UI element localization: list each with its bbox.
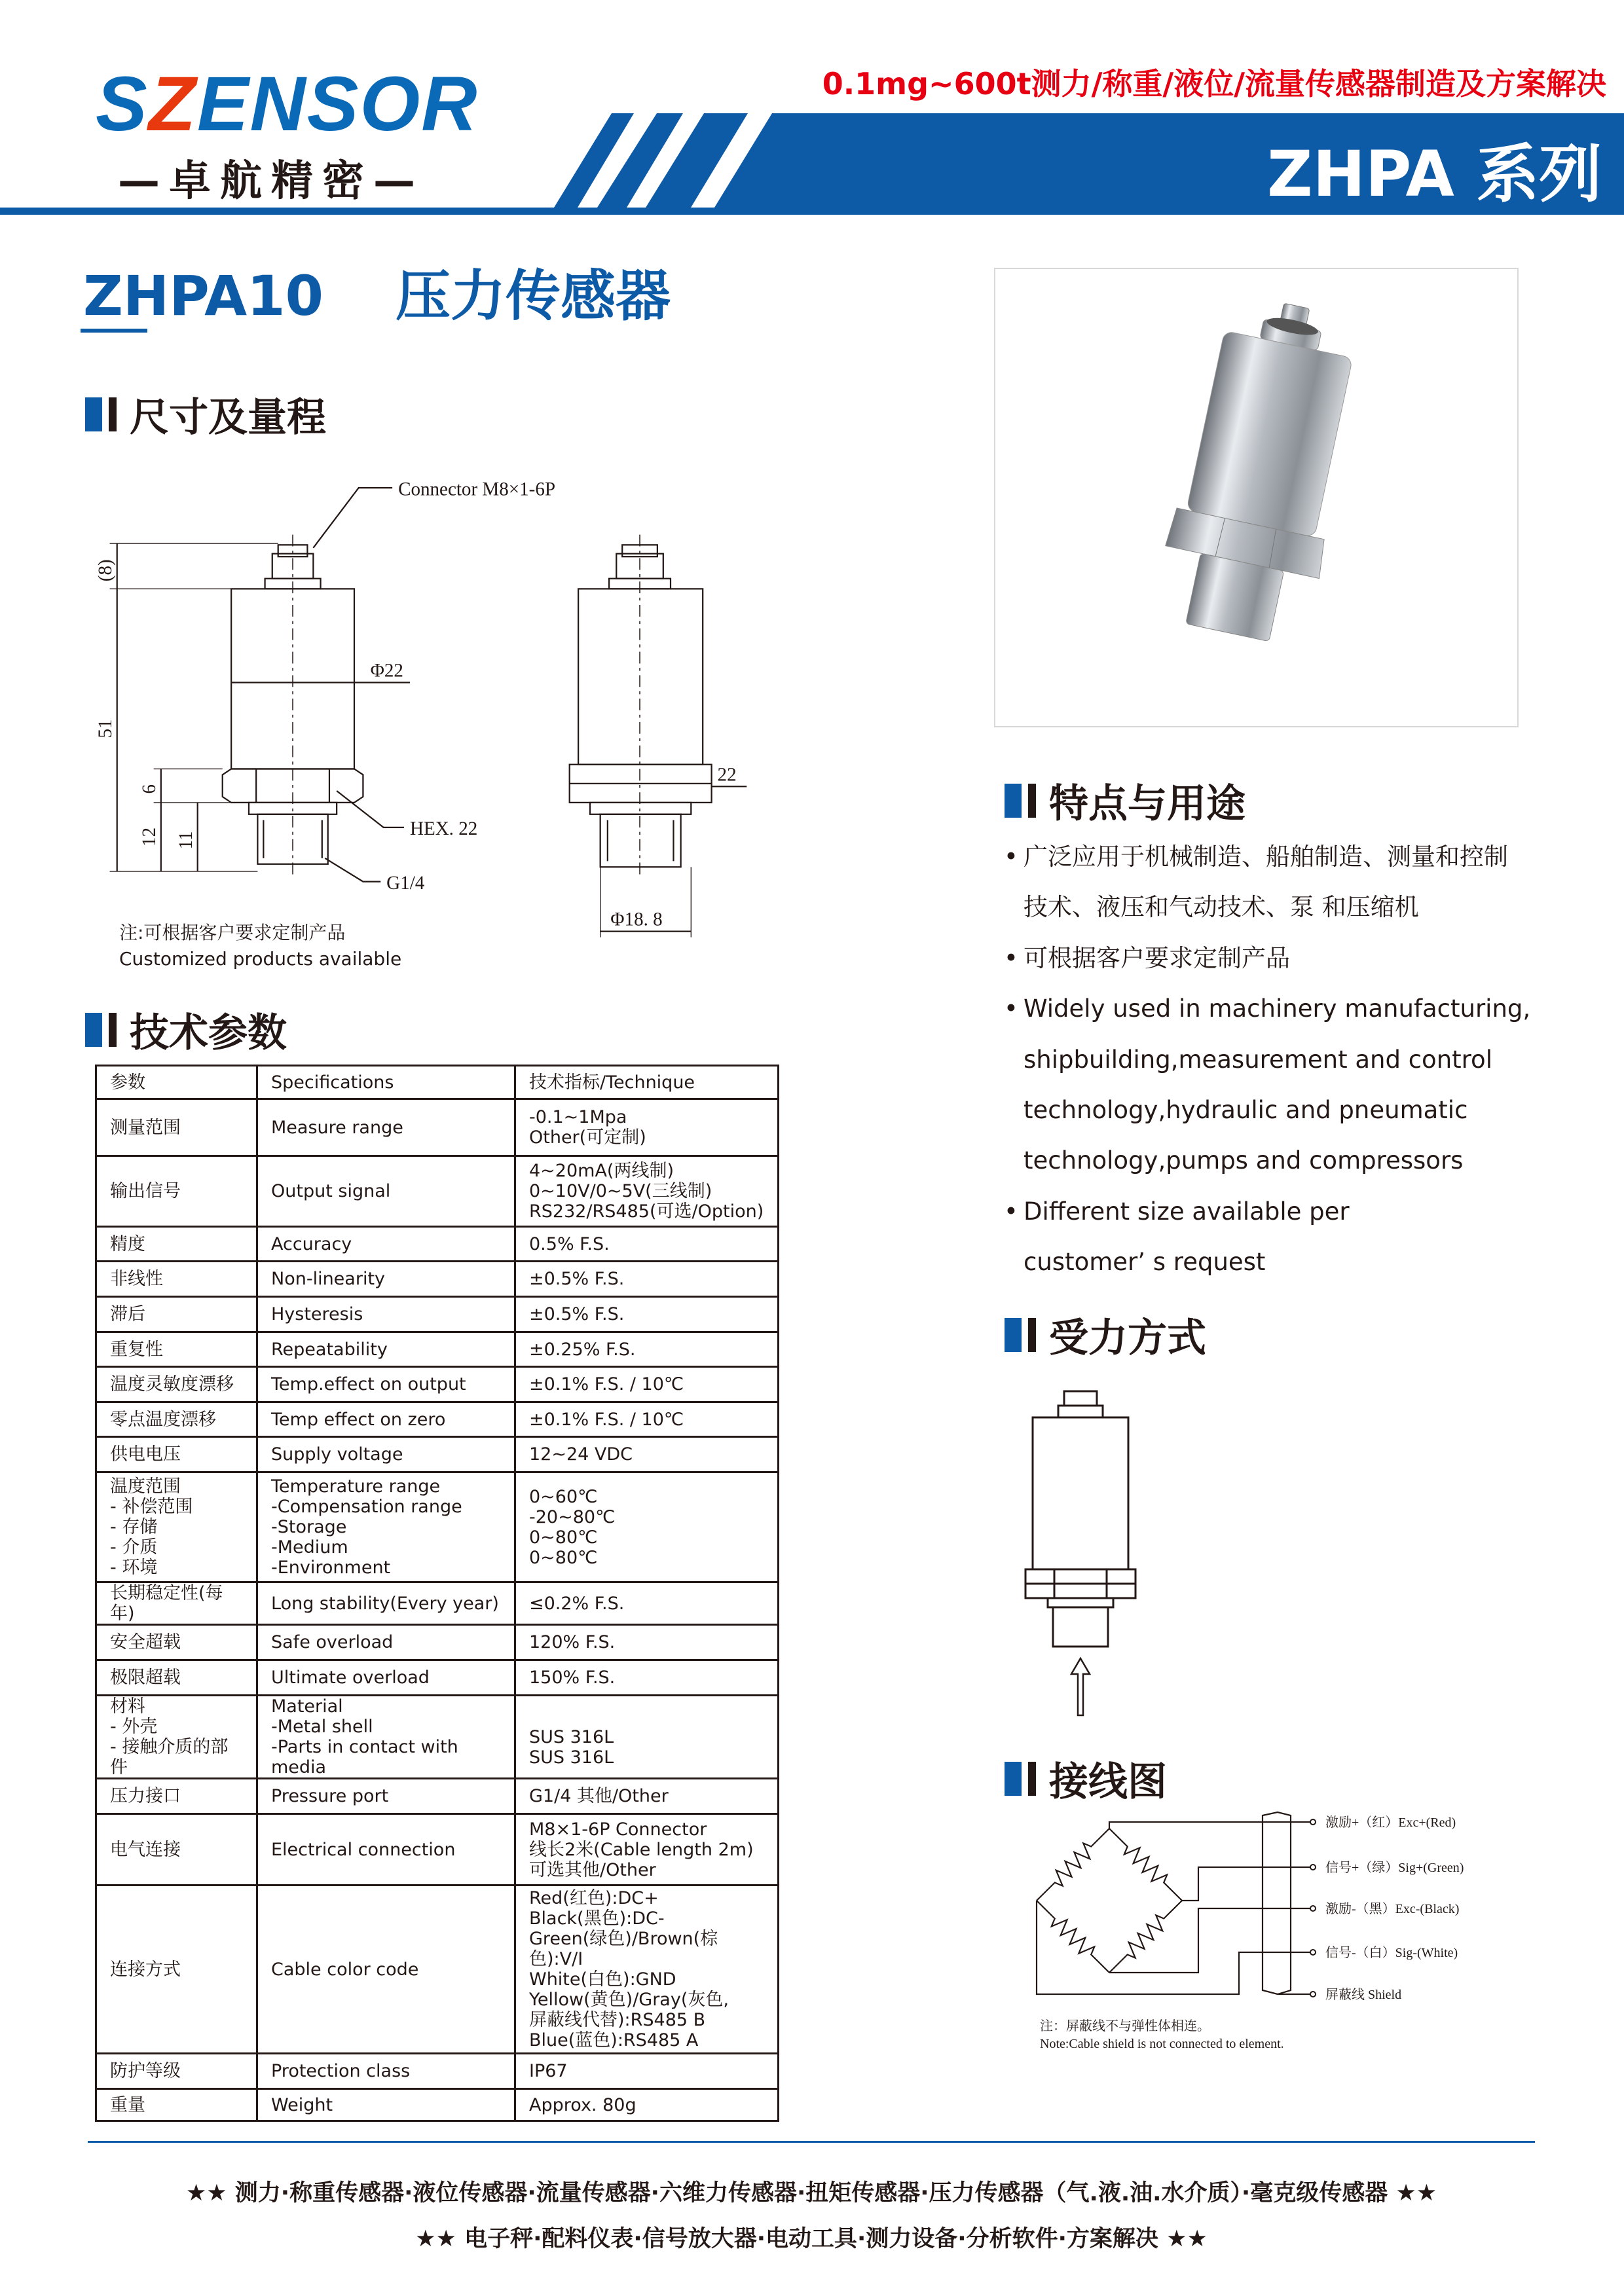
force-arrow-icon [1071, 1658, 1090, 1715]
cell-en: Supply voltage [257, 1437, 515, 1472]
dim-22: 22 [717, 764, 737, 786]
table-row [96, 1402, 779, 1437]
page-title [83, 252, 671, 331]
product-photo [994, 268, 1519, 727]
cell-en: Hysteresis [257, 1297, 515, 1332]
title-underline [81, 329, 147, 333]
cell-en: Specifications [257, 1066, 515, 1099]
note-en: Customized products available [119, 948, 402, 970]
cell-cn: 零点温度漂移 [96, 1402, 257, 1437]
cell-en: Safe overload [257, 1625, 515, 1660]
dimension-drawing [88, 469, 776, 952]
cell-val: 4~20mA(两线制) 0~10V/0~5V(三线制) RS232/RS485(可选/Option) [515, 1156, 779, 1227]
cell-val: ±0.5% F.S. [515, 1262, 779, 1297]
cell-en: Temperature range -Compensation range -Storage -Medium -Environment [257, 1472, 515, 1582]
cell-en: Non-linearity [257, 1262, 515, 1297]
force-direction-drawing [1022, 1378, 1153, 1725]
cell-en: Pressure port [257, 1779, 515, 1814]
table-row [96, 1332, 779, 1367]
section-force [1005, 1307, 1206, 1363]
cell-val: IP67 [515, 2054, 779, 2089]
cell-cn: 连接方式 [96, 1886, 257, 2054]
cell-en: Material -Metal shell -Parts in contact with media [257, 1696, 515, 1779]
table-row [96, 1262, 779, 1297]
connector-label: Connector M8×1-6P [398, 479, 556, 500]
model: ZHPA10 [83, 264, 323, 328]
cell-cn: 材料 - 外壳 - 接触介质的部件 [96, 1696, 257, 1779]
table-row [96, 1227, 779, 1262]
table-row [96, 1625, 779, 1660]
cell-val: 120% F.S. [515, 1625, 779, 1660]
cell-val: ≤0.2% F.S. [515, 1582, 779, 1625]
section-title: 特点与用途 [1049, 781, 1246, 827]
spec-table [95, 1065, 779, 2122]
footer-divider [88, 2141, 1535, 2143]
cell-val: ±0.25% F.S. [515, 1332, 779, 1367]
feature-item: • Different size available per customer’ s request [1005, 1186, 1568, 1288]
cell-cn: 输出信号 [96, 1156, 257, 1227]
resistor-icon [1037, 1901, 1109, 1973]
cell-cn: 非线性 [96, 1262, 257, 1297]
table-row [96, 1779, 779, 1814]
feature-list [1005, 831, 1568, 1288]
wire-label-exc-plus: 激励+（红）Exc+(Red) [1325, 1815, 1456, 1830]
cell-cn: 参数 [96, 1066, 257, 1099]
table-row [96, 1367, 779, 1402]
section-title: 接线图 [1049, 1759, 1167, 1805]
table-row [96, 1696, 779, 1779]
table-row [96, 1437, 779, 1472]
wiring-diagram [1022, 1794, 1506, 2056]
section-features [1005, 773, 1246, 829]
table-row [96, 1814, 779, 1886]
product-name: 压力传感器 [395, 264, 671, 328]
logo [96, 61, 479, 147]
diameter-18-8-label: Φ18. 8 [610, 909, 663, 930]
logo-text: SZENSOR [96, 61, 479, 147]
cell-cn: 电气连接 [96, 1814, 257, 1886]
table-row [96, 1156, 779, 1227]
table-row [96, 2089, 779, 2121]
cell-val: Red(红色):DC+ Black(黑色):DC- Green(绿色)/Brown(棕色):V/I White(白色):GND Yellow(黄色)/Gray(灰色, 屏蔽线代替):RS485 B Blue(蓝色):RS485 A [515, 1886, 779, 2054]
cell-val: ±0.5% F.S. [515, 1297, 779, 1332]
dim-8: (8) [94, 559, 116, 582]
feature-item: • Widely used in machinery manufacturing, shipbuilding,measurement and control technology,hydraulic and pneumatic technology,pumps and compressors [1005, 983, 1568, 1186]
cell-val: 150% F.S. [515, 1660, 779, 1696]
slogan: 0.1mg~600t测力/称重/液位/流量传感器制造及方案解决 [822, 66, 1606, 101]
logo-cn: —卓航精密— [118, 157, 424, 206]
wire-label-sig-minus: 信号-（白）Sig-(White) [1325, 1946, 1458, 1960]
cell-val: ±0.1% F.S. / 10℃ [515, 1367, 779, 1402]
cell-val: 0~60℃ -20~80℃ 0~80℃ 0~80℃ [515, 1472, 779, 1582]
diameter-22-label: Φ22 [370, 660, 403, 682]
cell-cn: 温度范围 - 补偿范围 - 存储 - 介质 - 环境 [96, 1472, 257, 1582]
section-title: 受力方式 [1049, 1315, 1206, 1361]
cell-val: -0.1~1Mpa Other(可定制) [515, 1099, 779, 1156]
customization-note [119, 920, 401, 972]
series-title: ZHPA 系列 [1267, 137, 1602, 211]
cell-cn: 压力接口 [96, 1779, 257, 1814]
cell-cn: 重复性 [96, 1332, 257, 1367]
cell-cn: 滞后 [96, 1297, 257, 1332]
cell-en: Weight [257, 2089, 515, 2121]
feature-item: • 可根据客户要求定制产品 [1005, 933, 1568, 983]
cell-val: Approx. 80g [515, 2089, 779, 2121]
cell-cn: 重量 [96, 2089, 257, 2121]
dim-11: 11 [175, 831, 196, 850]
table-header-row [96, 1066, 779, 1099]
cell-en: Cable color code [257, 1886, 515, 2054]
cell-en: Output signal [257, 1156, 515, 1227]
cell-cn: 精度 [96, 1227, 257, 1262]
section-title: 技术参数 [130, 1010, 287, 1056]
table-row [96, 1297, 779, 1332]
resistor-icon [1109, 1829, 1182, 1901]
resistor-icon [1109, 1901, 1182, 1973]
cell-val: 0.5% F.S. [515, 1227, 779, 1262]
thread-label: G1/4 [386, 872, 425, 894]
cell-val: 技术指标/Technique [515, 1066, 779, 1099]
table-row [96, 2054, 779, 2089]
wire-label-sig-plus: 信号+（绿）Sig+(Green) [1325, 1861, 1464, 1875]
table-row [96, 1582, 779, 1625]
cell-cn: 防护等级 [96, 2054, 257, 2089]
cell-en: Long stability(Every year) [257, 1582, 515, 1625]
section-specs [85, 1002, 287, 1058]
section-title: 尺寸及量程 [130, 395, 326, 441]
wiring-note-en: Note:Cable shield is not connected to element. [1040, 2037, 1284, 2051]
cell-en: Temp effect on zero [257, 1402, 515, 1437]
footer-line-2: ★★ 电子秤·配料仪表·信号放大器·电动工具·测力设备·分析软件·方案解决 ★★ [415, 2226, 1208, 2252]
note-cn: 注:可根据客户要求定制产品 [119, 922, 346, 943]
cell-cn: 温度灵敏度漂移 [96, 1367, 257, 1402]
hex-label: HEX. 22 [409, 818, 478, 840]
footer-line-1: ★★ 测力·称重传感器·液位传感器·流量传感器·六维力传感器·扭矩传感器·压力传感器（气.液.油.水介质）·毫克级传感器 ★★ [185, 2180, 1437, 2206]
cell-en: Repeatability [257, 1332, 515, 1367]
section-dimensions [85, 386, 326, 443]
cell-cn: 供电电压 [96, 1437, 257, 1472]
wiring-note-cn: 注：屏蔽线不与弹性体相连。 [1040, 2019, 1210, 2033]
cell-cn: 长期稳定性(每年) [96, 1582, 257, 1625]
cell-cn: 测量范围 [96, 1099, 257, 1156]
wire-label-exc-minus: 激励-（黑）Exc-(Black) [1325, 1902, 1460, 1916]
dim-51: 51 [94, 719, 116, 738]
cell-en: Temp.effect on output [257, 1367, 515, 1402]
cell-val: M8×1-6P Connector 线长2米(Cable length 2m) 可选其他/Other [515, 1814, 779, 1886]
cell-en: Electrical connection [257, 1814, 515, 1886]
table-row [96, 1099, 779, 1156]
cell-cn: 安全超载 [96, 1625, 257, 1660]
table-row [96, 1886, 779, 2054]
cell-en: Measure range [257, 1099, 515, 1156]
table-row [96, 1660, 779, 1696]
wire-label-shield: 屏蔽线 Shield [1325, 1988, 1402, 2002]
cell-en: Protection class [257, 2054, 515, 2089]
feature-item: • 广泛应用于机械制造、船舶制造、测量和控制 技术、液压和气动技术、泵 和压缩机 [1005, 831, 1568, 933]
cell-val: G1/4 其他/Other [515, 1779, 779, 1814]
dim-6: 6 [138, 784, 160, 794]
cell-cn: 极限超载 [96, 1660, 257, 1696]
resistor-icon [1037, 1829, 1109, 1901]
cell-val: 12~24 VDC [515, 1437, 779, 1472]
table-row [96, 1472, 779, 1582]
cell-val: ±0.1% F.S. / 10℃ [515, 1402, 779, 1437]
dim-12: 12 [138, 827, 160, 847]
cell-en: Ultimate overload [257, 1660, 515, 1696]
cell-en: Accuracy [257, 1227, 515, 1262]
cell-val: SUS 316L SUS 316L [515, 1696, 779, 1779]
